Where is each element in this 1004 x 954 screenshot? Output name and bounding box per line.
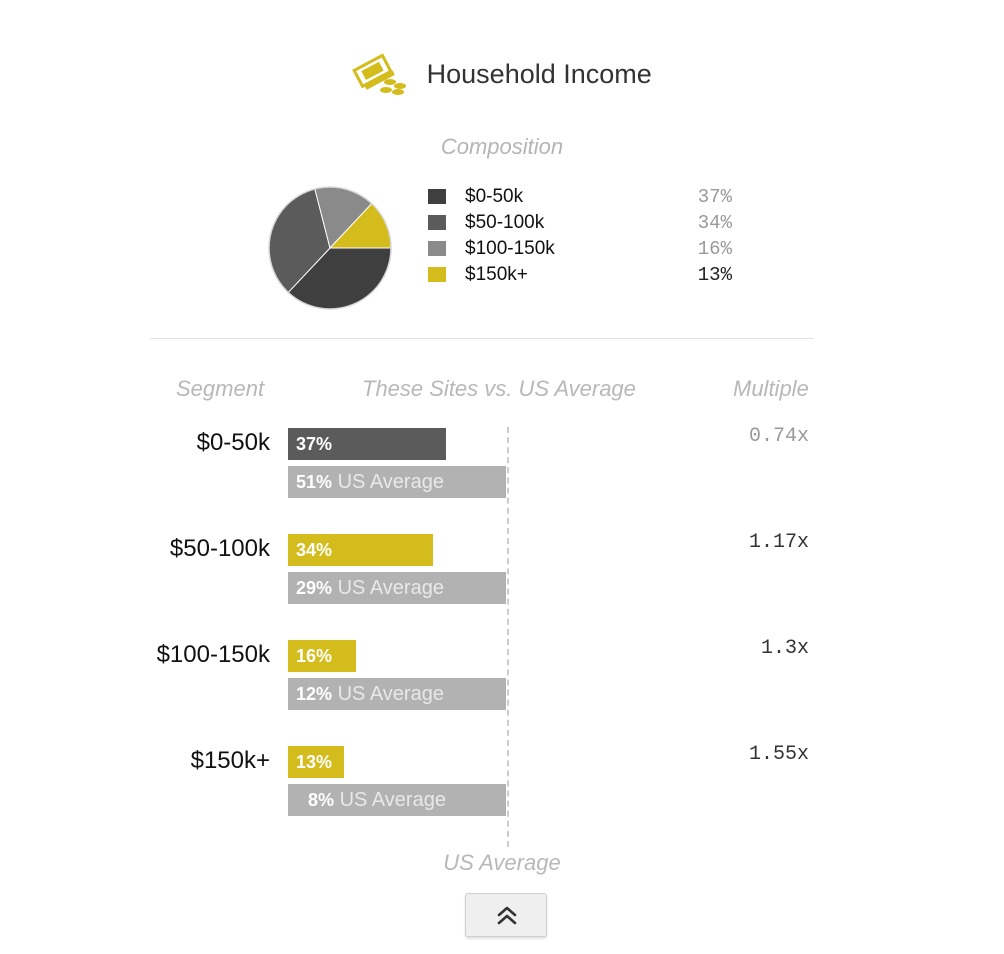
us-average-bar-value: 12% [296,684,333,704]
site-bar-label: 13% [296,752,333,772]
site-bar [288,428,446,460]
column-header-segment: Segment [176,376,265,401]
us-average-bar [288,466,506,498]
us-average-bar [288,784,506,816]
composition-legend [428,186,738,290]
composition-pie-chart [266,184,394,312]
legend-label: $100-150k [465,238,555,259]
multiple-value: 1.3x [760,637,809,660]
legend-swatch [428,241,446,256]
us-average-bar-suffix: US Average [332,471,444,493]
site-bar [288,534,433,566]
widget-title: Household Income [426,58,652,89]
composition-title: Composition [440,134,564,159]
segment-label: $100-150k [156,641,270,668]
column-header-multiple: Multiple [733,376,809,401]
collapse-button[interactable] [465,893,547,937]
legend-item [428,264,738,290]
legend-label: $0-50k [465,186,524,207]
us-average-bar-value: 51% [296,472,333,492]
site-bar [288,640,356,672]
legend-item [428,186,738,212]
site-bar [288,746,344,778]
segment-label: $150k+ [190,747,270,774]
divider [150,338,814,339]
legend-item [428,238,738,264]
us-average-reference-line [507,427,509,847]
legend-swatch [428,189,446,204]
us-average-bar-value: 8% [308,790,335,810]
us-average-bar-suffix: US Average [332,683,444,705]
multiple-value: 1.55x [748,743,809,766]
legend-swatch [428,267,446,282]
legend-value: 34% [697,212,732,234]
segment-label: $0-50k [196,429,270,456]
legend-value: 16% [697,238,732,260]
site-bar-label: 16% [296,646,333,666]
money-icon [352,52,412,96]
us-average-bar-value: 29% [296,578,333,598]
legend-value: 13% [697,264,732,286]
site-bar-label: 37% [296,434,333,454]
legend-item [428,212,738,238]
double-chevron-up-icon [495,903,519,927]
widget-header [0,52,1004,96]
us-average-bar-suffix: US Average [332,577,444,599]
multiple-value: 1.17x [748,531,809,554]
legend-swatch [428,215,446,230]
segment-label: $50-100k [169,535,270,562]
legend-value: 37% [697,186,732,208]
legend-label: $50-100k [465,212,545,233]
legend-label: $150k+ [465,264,528,285]
us-average-reference-label: US Average [443,850,561,875]
site-bar-label: 34% [296,540,333,560]
us-average-bar [288,678,506,710]
multiple-value: 0.74x [748,425,809,448]
column-header-comparison: These Sites vs. US Average [362,376,636,401]
us-average-bar [288,572,506,604]
us-average-bar-suffix: US Average [334,789,446,811]
